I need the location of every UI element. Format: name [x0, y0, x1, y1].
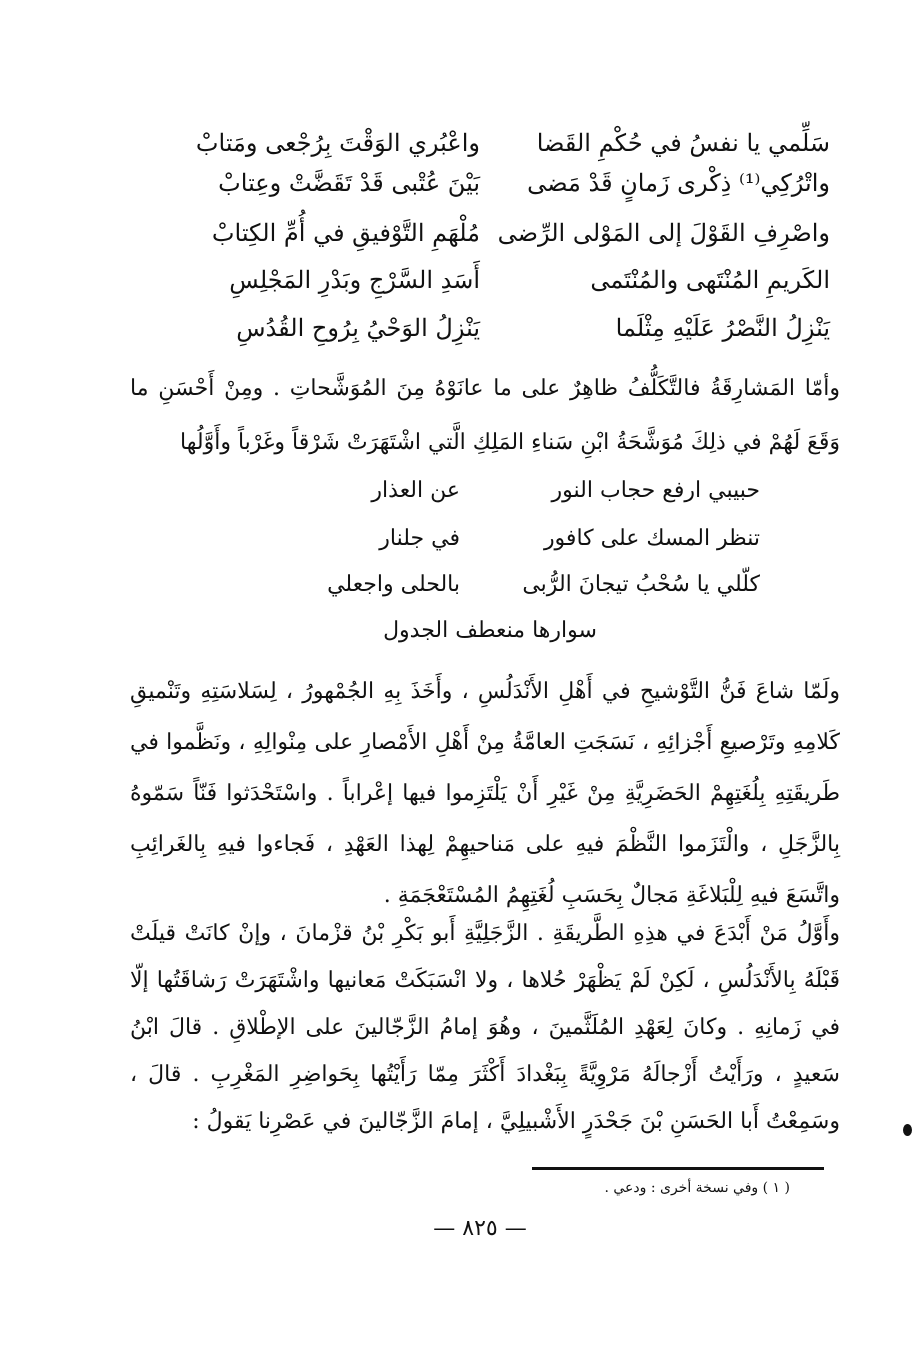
- verse-line: [150, 208, 830, 258]
- verse-first-hemistich: يَنْزِلُ النَّصْرُ عَلَيْهِ مِثْلَما: [615, 314, 830, 342]
- muwashshah-line: كلّلي يا سُحْبُ تيجانَ الرُّبى: [522, 572, 760, 597]
- footnote-rule: [532, 1167, 824, 1170]
- verse-second-hemistich: واعْبُري الوَقْتَ بِرُجْعى ومَتابْ: [195, 129, 480, 157]
- verse-first-hemistich: واتْرُكِي⁽¹⁾ ذِكْرى زَمانٍ قَدْ مَضى: [527, 169, 830, 197]
- margin-mark: [903, 1124, 912, 1136]
- verse-second-hemistich: يَنْزِلُ الوَحْيُ بِرُوحِ القُدُسِ: [236, 314, 480, 342]
- verse-second-hemistich: مُلْهَمِ التَّوْفيقِ في أُمِّ الكِتابْ: [211, 219, 480, 247]
- muwashshah-line: حبيبي ارفع حجاب النور: [551, 478, 760, 503]
- muwashshah-line: عن العذار: [371, 478, 460, 503]
- verse-second-hemistich: أَسَدِ السَّرْجِ وبَدْرِ المَجْلِسِ: [229, 266, 480, 294]
- verse-first-hemistich: الكَريمِ المُنْتَهى والمُنْتَمى: [590, 266, 830, 294]
- verse-line: [150, 255, 830, 305]
- muwashshah-line: تنظر المسك على كافور: [543, 526, 760, 551]
- muwashshah-line: في جلنار: [379, 526, 460, 551]
- page-number: — ٨٢٥ —: [433, 1216, 527, 1241]
- footnote: ( ١ ) وفي نسخة أخرى : ودعي .: [604, 1180, 790, 1196]
- paragraph-ibn-quzman: وأَوَّلُ مَنْ أَبْدَعَ في هذِهِ الطَّريقَةِ . الزَّجَلِيَّةِ أَبو بَكْرِ بْنُ قزْمانَ ، وإنْ كانَتْ قيلَتْ قَبْلَهُ بِالأَنْدَلُسِ ، لَكِنْ لَمْ يَظْهَرْ حُلاها ، ولا انْسَبَكَتْ مَعانيها واشْتَهَرَتْ رَشاقَتُها إلّا في زَمانِهِ . وكانَ لِعَهْدِ المُلَثَّمينَ ، وهُوَ إمامُ الزَّجّالينَ على الإطْلاقِ . قالَ ابْنُ سَعيدٍ ، ورَأَيْتُ أَزْجالَهُ مَرْوِيَّةً بِبَغْدادَ أَكْثَرَ مِمّا رَأَيْتُها بِحَواضِرِ المَغْرِبِ . قالَ ، وسَمِعْتُ أَبا الحَسَنِ بْنَ جَحْدَرٍ الأَشْبيلِيَّ ، إمامَ الزَّجّالينَ في عَصْرِنا يَقولُ :: [130, 921, 840, 1134]
- muwashshah-line: بالحلى واجعلي: [327, 572, 460, 597]
- muwashshah-line: سوارها منعطف الجدول: [383, 618, 597, 643]
- paragraph-mashariqa: وأمّا المَشارِقَةُ فالتَّكَلُّفُ ظاهِرٌ على ما عانَوْهُ مِنَ المُوَشَّحاتِ . ومِنْ أَحْسَنِ ما وَقَعَ لَهُمْ في ذلِكَ مُوَشَّحَةُ ابْنِ سَناءِ المَلِكِ الَّتي اشْتَهَرَتْ شَرْقاً وغَرْباً وأَوَّلُها: [130, 376, 840, 455]
- verse-line: [150, 303, 830, 353]
- verse-second-hemistich: بَيْنَ عُتْبى قَدْ تَقَضَّتْ وعِتابْ: [218, 169, 480, 197]
- verse-line: [150, 158, 830, 208]
- verse-first-hemistich: سَلِّمي يا نفسُ في حُكْمِ القَضا: [536, 129, 830, 157]
- verse-first-hemistich: واصْرِفِ القَوْلَ إلى المَوْلى الرِّضى: [497, 219, 830, 247]
- paragraph-zajal-origin: ولَمّا شاعَ فَنُّ التَّوْشيحِ في أَهْلِ الأَنْدَلُسِ ، وأَخَذَ بِهِ الجُمْهورُ ، لِسَلاسَتِهِ وتَنْميقِ كَلامِهِ وتَرْصيعِ أَجْزائِهِ ، نَسَجَتِ العامَّةُ مِنْ أَهْلِ الأَمْصارِ على مِنْوالِهِ ، ونَظَّموا في طَريقَتِهِ بِلُغَتِهِمْ الحَضَرِيَّةِ مِنْ غَيْرِ أَنْ يَلْتَزِموا فيها إعْراباً . واسْتَحْدَثوا فَنّاً سَمّوهُ بِالزَّجَلِ ، والْتَزَموا النَّظْمَ فيهِ على مَناحيهِمْ لِهذا العَهْدِ ، فَجاءوا فيهِ بِالغَرائِبِ واتَّسَعَ فيهِ لِلْبَلاغَةِ مَجالٌ بِحَسَبِ لُغَتِهِمُ المُسْتَعْجَمَةِ .: [130, 679, 840, 908]
